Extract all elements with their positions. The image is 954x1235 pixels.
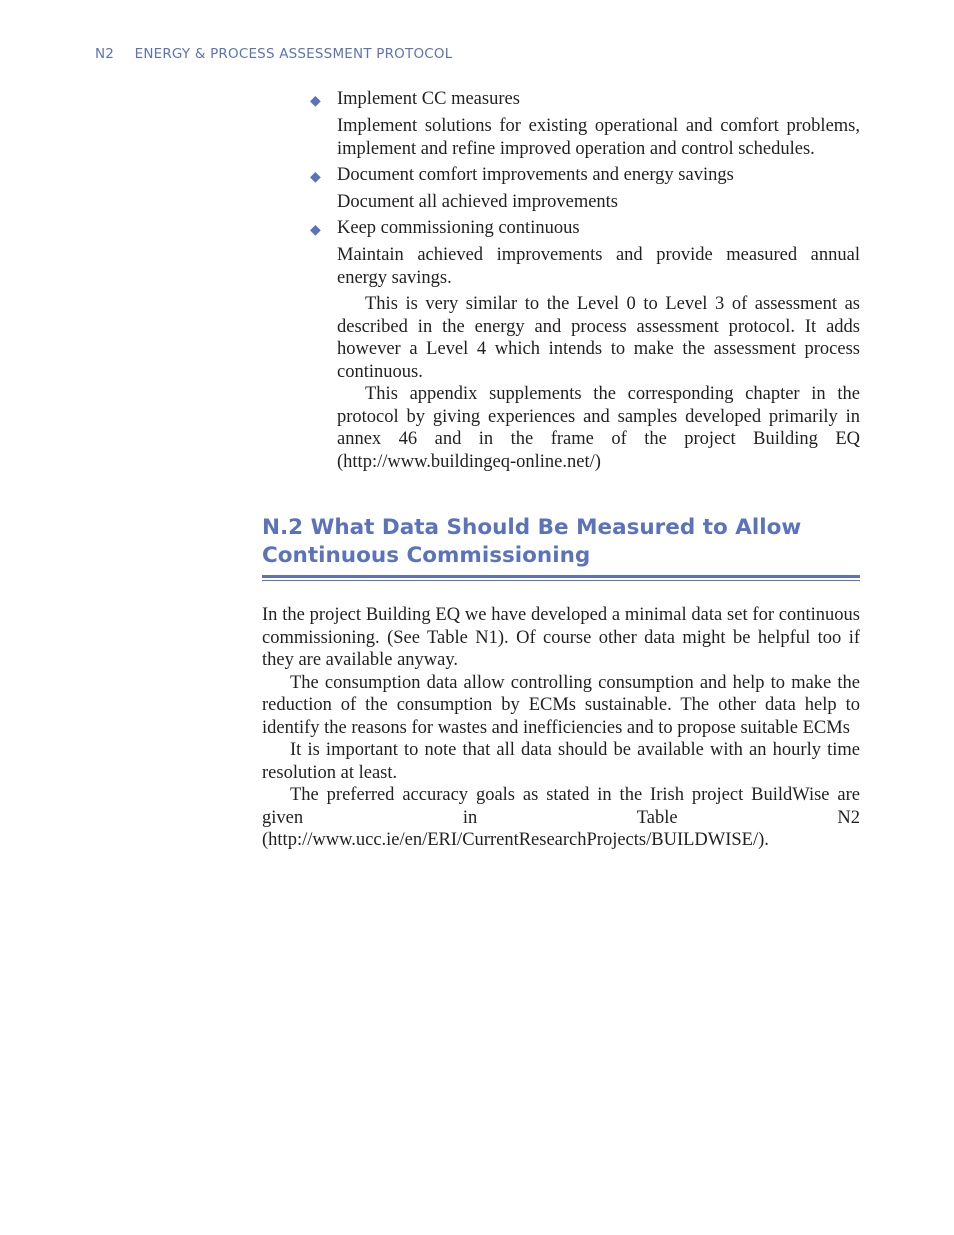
paragraph: In the project Building EQ we have developed a minimal data set for continuous commissioning. (See Table N1). Of course other data might be helpful too if they are available anyway. (262, 605, 860, 670)
section-body (262, 604, 860, 852)
diamond-bullet-icon: ◆ (310, 93, 321, 109)
bullet-title (308, 217, 860, 240)
paragraph: It is important to note that all data should be available with an hourly time resolution at least. (262, 740, 860, 783)
list-item (308, 88, 860, 161)
bullet-title-text: Implement CC measures (337, 89, 520, 109)
page-number: N2 (95, 46, 115, 62)
paragraph: The consumption data allow controlling consumption and help to make the reduction of the consumption by ECMs sustainable. The other data help to identify the reasons for wastes and inefficiencies and to propose suitable ECMs (262, 672, 860, 738)
bullet-description: Maintain achieved improvements and provide measured annual energy savings. (337, 245, 860, 288)
heading-rule-thin (262, 580, 860, 581)
bullet-description: Implement solutions for existing operational and comfort problems, implement and refine improved operation and control schedules. (337, 116, 860, 159)
bullet-title (308, 88, 860, 111)
paragraph: This appendix supplements the corresponding chapter in the protocol by giving experiences and samples developed primarily in annex 46 and in the frame of the project Building EQ (http://www.buildingeq-online.net/) (337, 384, 860, 472)
paragraph: The preferred accuracy goals as stated in the Irish project BuildWise are given in Table N2 (http://www.ucc.ie/en/ERI/CurrentResearchProjects/BUILDWISE/). (262, 785, 860, 850)
diamond-bullet-icon: ◆ (310, 169, 321, 185)
running-header (95, 46, 452, 62)
bullet-title (308, 164, 860, 187)
diamond-bullet-icon: ◆ (310, 222, 321, 238)
bullet-title-text: Document comfort improvements and energy savings (337, 165, 734, 185)
running-title: ENERGY & PROCESS ASSESSMENT PROTOCOL (134, 46, 453, 62)
intro-paragraphs (337, 293, 860, 473)
list-item (308, 217, 860, 290)
bullet-description: Document all achieved improvements (337, 192, 619, 212)
paragraph: This is very similar to the Level 0 to Level 3 of assessment as described in the energy and process assessment protocol. It adds however a Level 4 which intends to make the assessment process continuous. (337, 294, 860, 382)
section-heading: N.2 What Data Should Be Measured to Allow Continuous Commissioning (262, 515, 802, 568)
list-item (308, 164, 860, 214)
heading-rule (262, 575, 860, 578)
bullet-title-text: Keep commissioning continuous (337, 218, 580, 238)
bullet-list (308, 88, 860, 293)
